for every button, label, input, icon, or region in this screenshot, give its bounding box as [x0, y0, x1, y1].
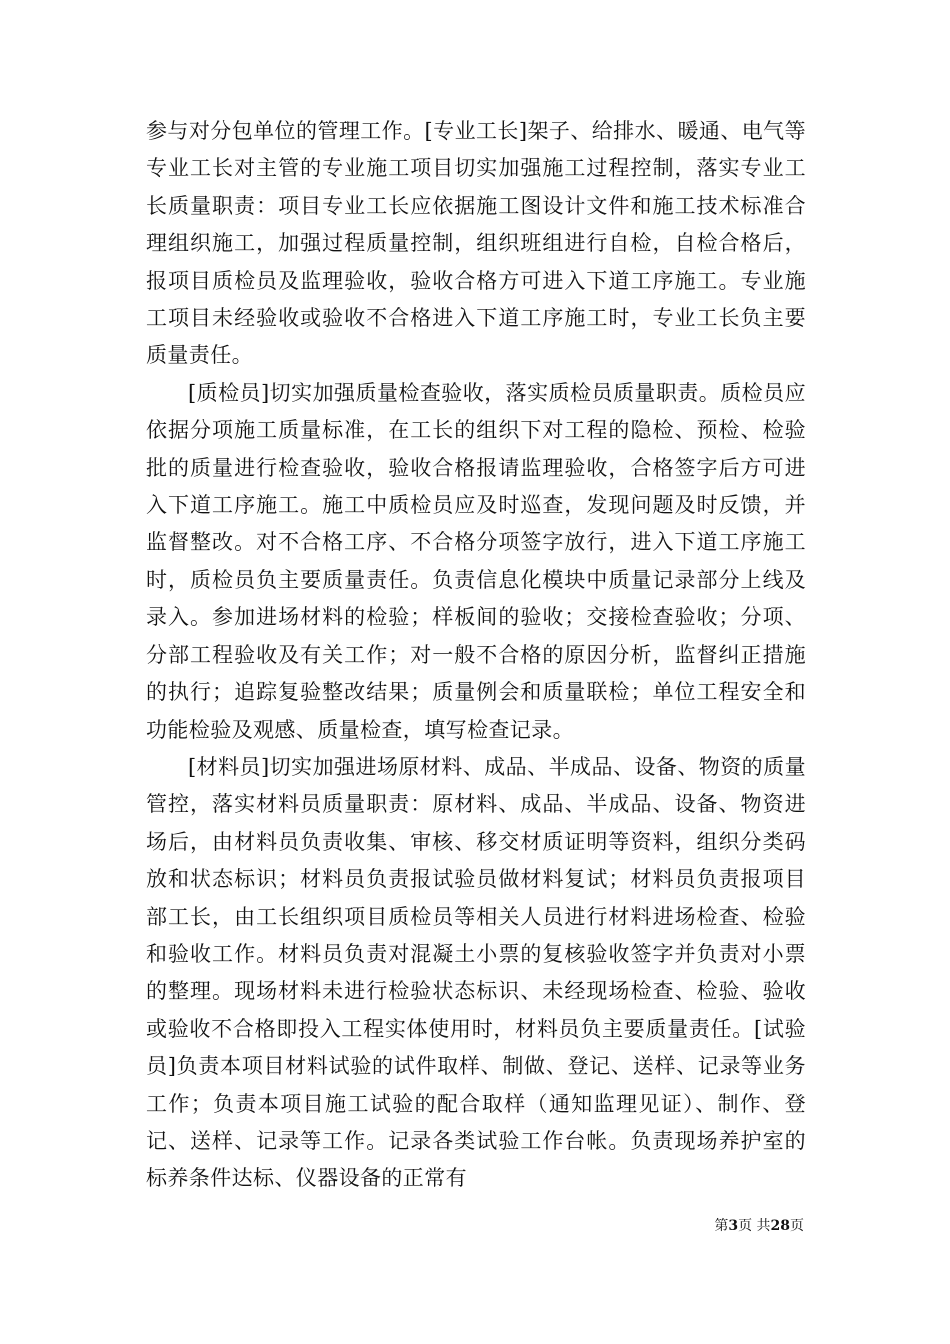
paragraph-quality-inspector: [质检员]切实加强质量检查验收，落实质检员质量职责。质检员应依据分项施工质量标准，在工长的组织下对工程的隐检、预检、检验批的质量进行检查验收，验收合格报请监理验收，合格签字后方可进入下道工序施工。施工中质检员应及时巡查，发现问题及时反馈，并监督整改。对不合格工序、不合格分项签字放行，进入下道工序施工时，质检员负主要质量责任。负责信息化模块中质量记录部分上线及录入。参加进场材料的检验；样板间的验收；交接检查验收；分项、分部工程验收及有关工作；对一般不合格的原因分析，监督纠正措施的执行；追踪复验整改结果；质量例会和质量联检；单位工程安全和功能检验及观感、质量检查，填写检查记录。	[146, 380, 806, 742]
paragraph-foreman: 参与对分包单位的管理工作。[专业工长]架子、给排水、暖通、电气等专业工长对主管的专业施工项目切实加强施工过程控制，落实专业工长质量职责：项目专业工长应依据施工图设计文件和施工技术标准合理组织施工，加强过程质量控制，组织班组进行自检，自检合格后，报项目质检员及监理验收，验收合格方可进入下道工序施工。专业施工项目未经验收或验收不合格进入下道工序施工时，专业工长负主要质量责任。	[146, 119, 806, 368]
footer-suffix: 页	[790, 1218, 804, 1234]
document-body	[146, 113, 806, 1198]
paragraph-material-officer: [材料员]切实加强进场原材料、成品、半成品、设备、物资的质量管控，落实材料员质量职责：原材料、成品、半成品、设备、物资进场后，由材料员负责收集、审核、移交材质证明等资料，组织分类码放和状态标识；材料员负责报试验员做材料复试；材料员负责报项目部工长，由工长组织项目质检员等相关人员进行材料进场检查、检验和验收工作。材料员负责对混凝土小票的复核验收签字并负责对小票的整理。现场材料未进行检验状态标识、未经现场检查、检验、验收或验收不合格即投入工程实体使用时，材料员负主要质量责任。[试验员]负责本项目材料试验的试件取样、制做、登记、送样、记录等业务工作；负责本项目施工试验的配合取样（通知监理见证）、制作、登记、送样、记录等工作。记录各类试验工作台帐。负责现场养护室的标养条件达标、仪器设备的正常有	[146, 754, 806, 1191]
total-pages-number: 28	[770, 1218, 790, 1234]
footer-middle: 页 共	[738, 1218, 771, 1234]
current-page-number: 3	[728, 1218, 739, 1234]
footer-prefix: 第	[714, 1218, 729, 1234]
page-number-footer	[714, 1217, 804, 1235]
